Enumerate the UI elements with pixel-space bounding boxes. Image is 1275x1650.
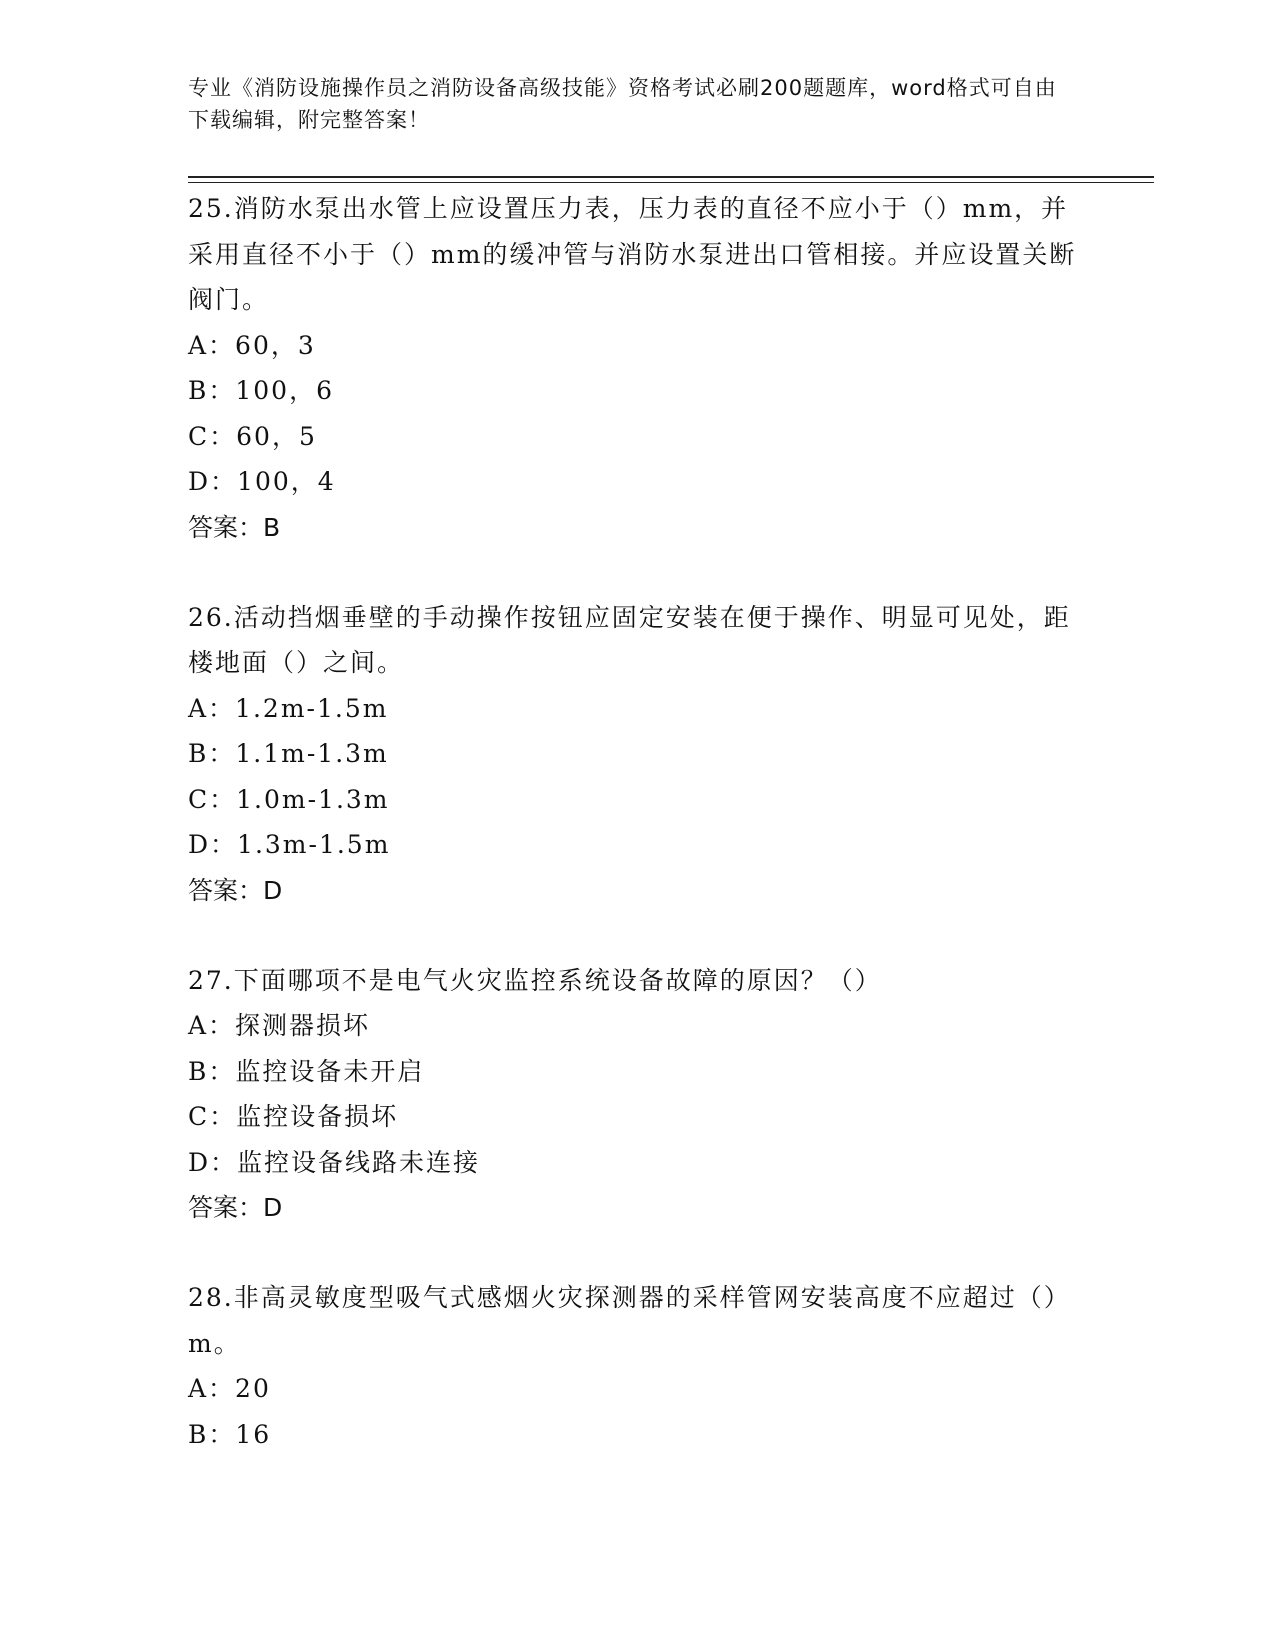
question-stem: 28.非高灵敏度型吸气式感烟火灾探测器的采样管网安装高度不应超过（）m。: [188, 1283, 1071, 1358]
option-a: A：20: [188, 1374, 271, 1403]
option-d: D：监控设备线路未连接: [188, 1147, 481, 1177]
option-d: D：100，4: [188, 467, 336, 496]
document-header: 专业《消防设施操作员之消防设备高级技能》资格考试必刷200题题库，word格式可自由下载编辑，附完整答案！: [188, 76, 1057, 132]
question-stem: 25.消防水泵出水管上应设置压力表，压力表的直径不应小于（）mm，并采用直径不小于（）mm的缓冲管与消防水泵进出口管相接。并应设置关断阀门。: [188, 194, 1077, 314]
option-a: A：60，3: [188, 330, 316, 360]
question-28: [188, 1275, 1148, 1457]
option-a: A：1.2m-1.5m: [188, 693, 389, 723]
question-25: [188, 186, 1148, 550]
option-c: C：60，5: [188, 421, 317, 451]
option-d: D：1.3m-1.5m: [188, 830, 391, 859]
question-26: [188, 595, 1148, 913]
question-list: [188, 186, 1148, 1502]
answer: 答案：D: [188, 875, 283, 905]
question-stem: 27.下面哪项不是电气火灾监控系统设备故障的原因？（）: [188, 965, 882, 995]
option-b: B：16: [188, 1419, 272, 1449]
option-b: B：100，6: [188, 376, 334, 405]
option-b: B：监控设备未开启: [188, 1056, 425, 1086]
question-stem: 26.活动挡烟垂壁的手动操作按钮应固定安装在便于操作、明显可见处，距楼地面（）之间。: [188, 602, 1071, 677]
header-rule-thin: [188, 182, 1154, 183]
option-a: A：探测器损坏: [188, 1011, 371, 1040]
option-b: B：1.1m-1.3m: [188, 739, 389, 768]
header-rule-thick: [188, 176, 1154, 178]
answer: 答案：B: [188, 512, 281, 542]
question-27: [188, 958, 1148, 1231]
option-c: C：监控设备损坏: [188, 1102, 399, 1131]
option-c: C：1.0m-1.3m: [188, 784, 390, 814]
answer: 答案：D: [188, 1193, 283, 1222]
